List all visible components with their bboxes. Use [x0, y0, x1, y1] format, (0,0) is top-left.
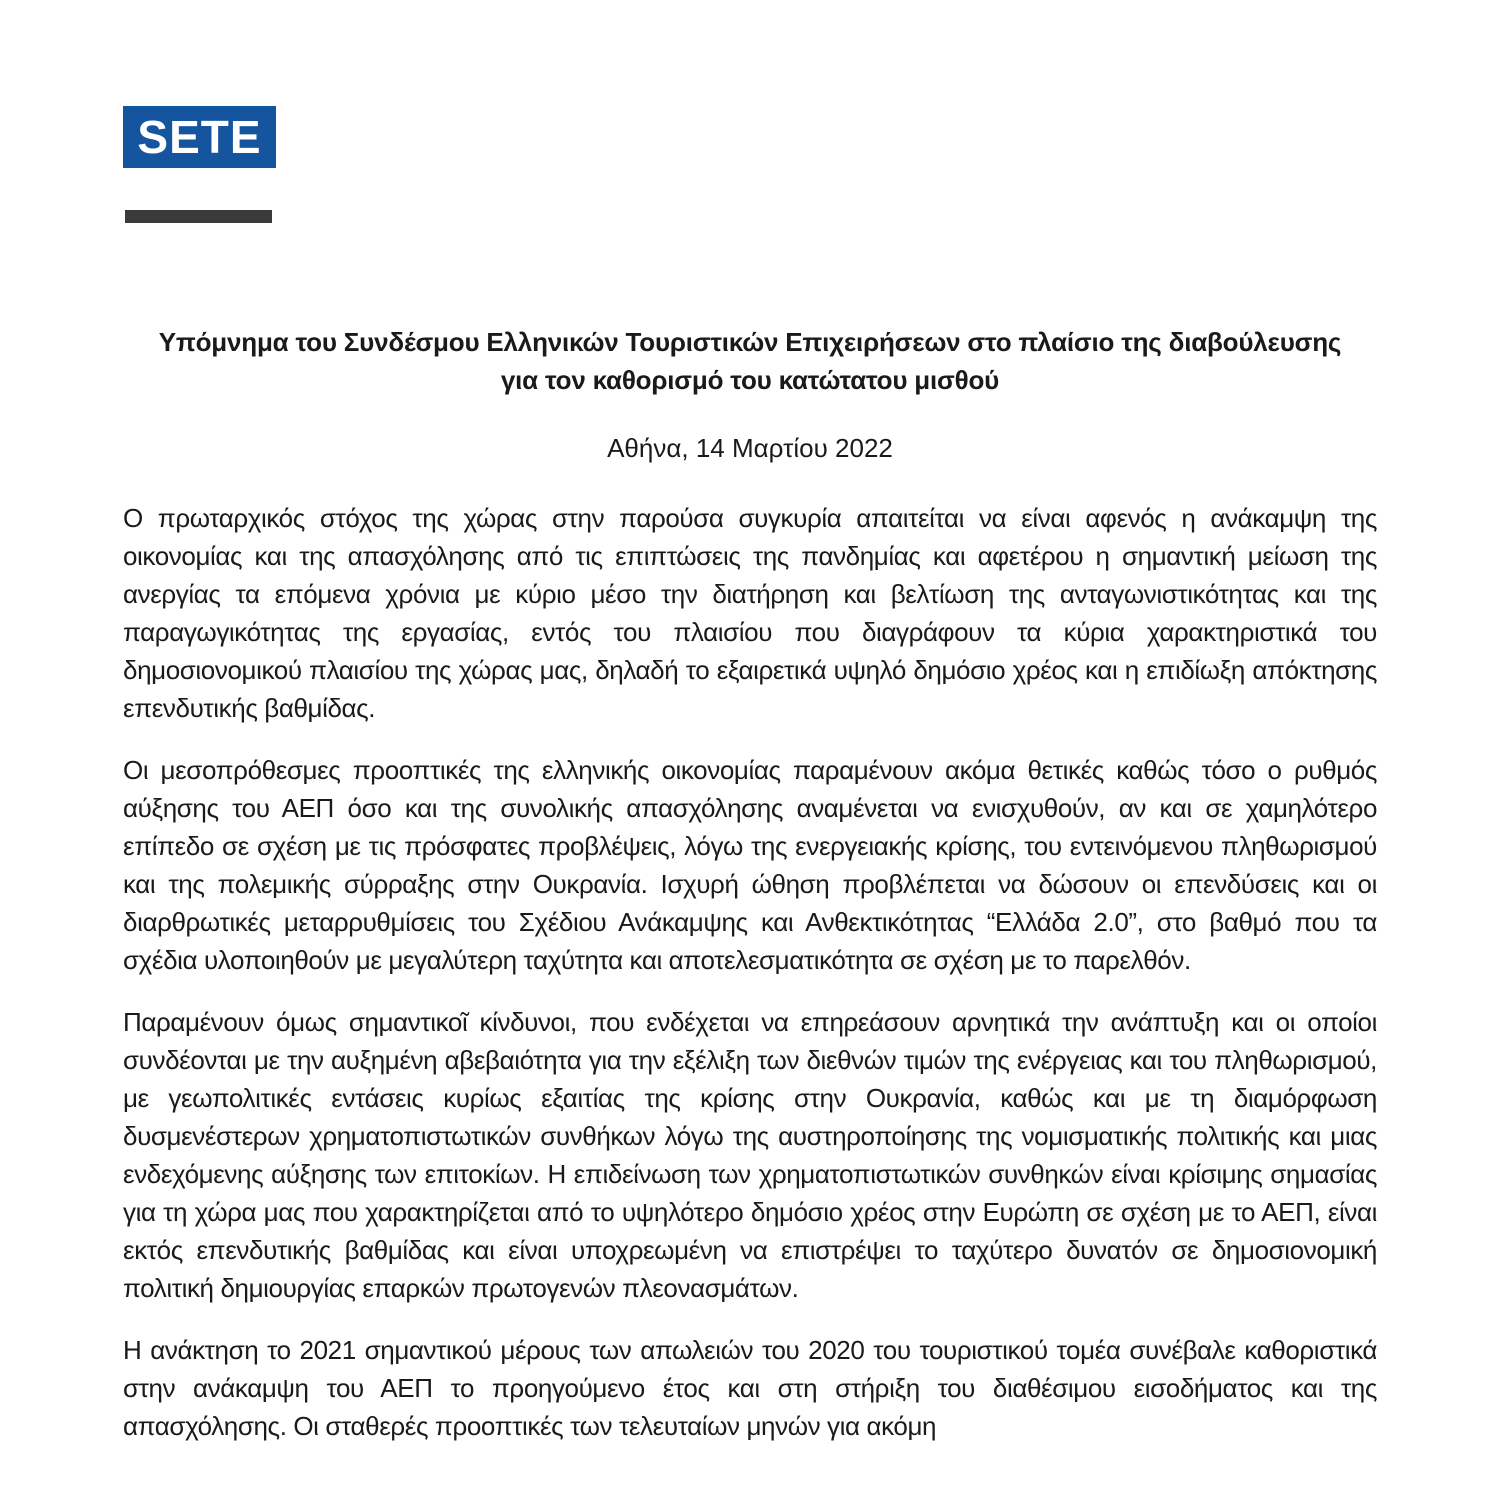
body-paragraph-4: Η ανάκτηση το 2021 σημαντικού μέρους των απωλειών του 2020 του τουριστικού τομέα συνέβαλε καθοριστικά στην ανάκαμψη του ΑΕΠ το προηγούμενο έτος και στη στήριξη του διαθέσιμου εισοδήματος και της απασχόλησης. Οι σταθερές προοπτικές των τελευταίων μηνών για ακόμη: [123, 1335, 1377, 1441]
document-body: [123, 499, 1377, 1445]
document-title: [123, 323, 1377, 399]
logo-underline-bar: [125, 210, 272, 223]
document-title-line-2: για τον καθορισμό του κατώτατου μισθού: [500, 365, 1000, 395]
body-paragraph-3: Παραμένουν όμως σημαντικοῖ κίνδυνοι, που ενδέχεται να επηρεάσουν αρνητικά την ανάπτυξη και οι οποίοι συνδέονται με την αυξημένη αβεβαιότητα για την εξέλιξη των διεθνών τιμών της ενέργειας και του πληθωρισμού, με γεωπολιτικές εντάσεις κυρίως εξαιτίας της κρίσης στην Ουκρανία, καθώς και με τη διαμόρφωση δυσμενέστερων χρηματοπιστωτικών συνθήκων λόγω της αυστηροποίησης της νομισματικής πολιτικής και μιας ενδεχόμενης αύξησης των επιτοκίων. Η επιδείνωση των χρηματοπιστωτικών συνθηκών είναι κρίσιμης σημασίας για τη χώρα μας που χαρακτηρίζεται από το υψηλότερο δημόσιο χρέος στην Ευρώπη σε σχέση με το ΑΕΠ, είναι εκτός επενδυτικής βαθμίδας και είναι υποχρεωμένη να επιστρέψει το ταχύτερο δυνατόν σε δημοσιονομική πολιτική δημιουργίας επαρκών πρωτογενών πλεονασμάτων.: [123, 1007, 1377, 1303]
body-paragraph-2: Οι μεσοπρόθεσμες προοπτικές της ελληνικής οικονομίας παραμένουν ακόμα θετικές καθώς τόσο ο ρυθμός αύξησης του ΑΕΠ όσο και της συνολικής απασχόλησης αναμένεται να ενισχυθούν, αν και σε χαμηλότερο επίπεδο σε σχέση με τις πρόσφατες προβλέψεις, λόγω της ενεργειακής κρίσης, του εντεινόμενου πληθωρισμού και της πολεμικής σύρραξης στην Ουκρανία. Ισχυρή ώθηση προβλέπεται να δώσουν οι επενδύσεις και οι διαρθρωτικές μεταρρυθμίσεις του Σχέδιου Ανάκαμψης και Ανθεκτικότητας “Ελλάδα 2.0”, στο βαθμό που τα σχέδια υλοποιηθούν με μεγαλύτερη ταχύτητα και αποτελεσματικότητα σε σχέση με το παρελθόν.: [123, 755, 1377, 975]
document-date: Αθήνα, 14 Μαρτίου 2022: [607, 433, 893, 463]
body-paragraph-1: Ο πρωταρχικός στόχος της χώρας στην παρούσα συγκυρία απαιτείται να είναι αφενός η ανάκαμψη της οικονομίας και της απασχόλησης από τις επιπτώσεις της πανδημίας και αφετέρου η σημαντική μείωση της ανεργίας τα επόμενα χρόνια με κύριο μέσο την διατήρηση και βελτίωση της ανταγωνιστικότητας και της παραγωγικότητας της εργασίας, εντός του πλαισίου που διαγράφουν τα κύρια χαρακτηριστικά του δημοσιονομικού πλαισίου της χώρας μας, δηλαδή το εξαιρετικά υψηλό δημόσιο χρέος και η επιδίωξη απόκτησης επενδυτικής βαθμίδας.: [123, 503, 1377, 723]
sete-logo: [123, 106, 276, 168]
sete-logo-text: SETE: [137, 111, 262, 163]
document-title-line-1: Υπόμνημα του Συνδέσμου Ελληνικών Τουριστικών Επιχειρήσεων στο πλαίσιο της διαβούλευσης: [158, 327, 1342, 357]
